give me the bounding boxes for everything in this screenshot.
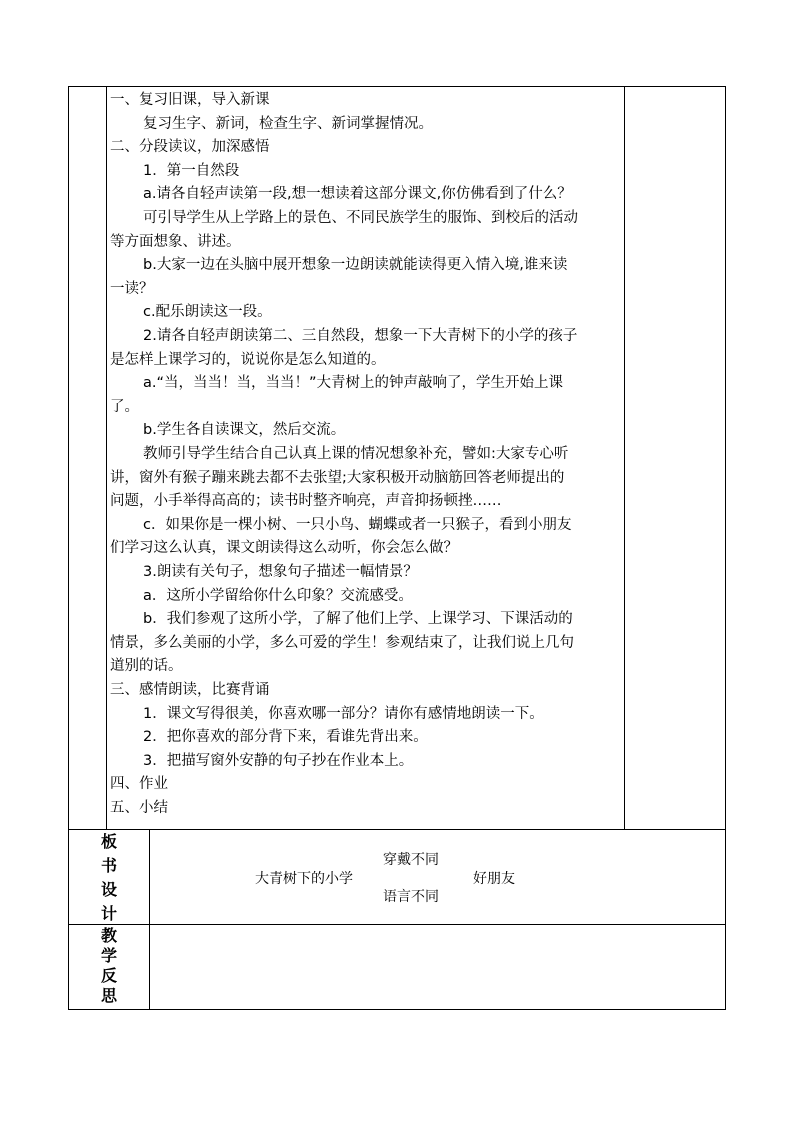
lesson-line: 一读？	[110, 280, 154, 297]
reflection-label-char: 学	[100, 946, 117, 965]
lesson-line: 了。	[110, 398, 139, 415]
lesson-line: 可引导学生从上学路上的景色、不同民族学生的服饰、到校后的活动	[143, 210, 578, 226]
lesson-line: 讲，窗外有猴子蹦来跳去都不去张望;大家积极开动脑筋回答老师提出的	[110, 469, 565, 486]
board-center-text: 大青树下的小学	[255, 871, 353, 887]
lesson-line: 四、作业	[110, 776, 168, 793]
board-design-label	[94, 830, 124, 926]
lesson-line: 复习生字、新词，检查生字、新词掌握情况。	[143, 115, 433, 132]
right-notes-cell	[624, 86, 726, 830]
board-content-cell	[149, 829, 726, 925]
teaching-reflection-label	[94, 926, 124, 1006]
lesson-line: 教师引导学生结合自己认真上课的情况想象补充，譬如:大家专心听	[143, 446, 569, 462]
lesson-line: 2．把你喜欢的部分背下来，看谁先背出来。	[143, 729, 428, 746]
reflection-content-cell	[149, 924, 726, 1010]
lesson-line: c.配乐朗读这一段。	[143, 304, 272, 321]
reflection-label-char: 教	[100, 926, 117, 945]
board-label-char: 设	[100, 880, 117, 899]
lesson-line: 2.请各自轻声朗读第二、三自然段，想象一下大青树下的小学的孩子	[143, 328, 578, 344]
lesson-line: a.请各自轻声读第一段,想一想读着这部分课文,你仿佛看到了什么？	[143, 186, 572, 203]
lesson-line: b.学生各自读课文，然后交流。	[143, 422, 346, 439]
lesson-line: c．如果你是一棵小树、一只小鸟、蝴蝶或者一只猴子，看到小朋友	[143, 516, 572, 533]
lesson-line: 问题，小手举得高高的；读书时整齐响亮，声音抑扬顿挫……	[110, 493, 502, 510]
board-right-text: 好朋友	[473, 871, 515, 887]
reflection-label-char: 思	[100, 986, 117, 1005]
board-label-char: 板	[100, 832, 117, 851]
lesson-line: 3.朗读有关句子，想象句子描述一幅情景？	[143, 564, 418, 580]
board-bottom-text: 语言不同	[383, 889, 439, 905]
lesson-line: b.大家一边在头脑中展开想象一边朗读就能读得更入情入境,谁来读	[143, 257, 568, 274]
lesson-line: 1．课文写得很美，你喜欢哪一部分？请你有感情地朗读一下。	[143, 705, 544, 722]
lesson-line: b．我们参观了这所小学，了解了他们上学、上课学习、下课活动的	[143, 611, 573, 628]
lesson-line: 等方面想象、讲述。	[110, 233, 241, 250]
board-label-char: 书	[100, 856, 117, 875]
reflection-label-char: 反	[100, 966, 117, 985]
lesson-line: 五、小结	[110, 800, 168, 816]
lesson-line: 1．第一自然段	[143, 162, 240, 179]
board-top-text: 穿戴不同	[383, 852, 439, 868]
board-label-char: 计	[100, 904, 117, 923]
lesson-line: 情景，多么美丽的小学，多么可爱的学生！参观结束了，让我们说上几句	[110, 634, 574, 651]
lesson-line: 二、分段读议，加深感悟	[110, 139, 270, 156]
left-margin-cell	[68, 86, 107, 830]
lesson-line: 3．把描写窗外安静的句子抄在作业本上。	[143, 752, 414, 769]
lesson-line: 们学习这么认真，课文朗读得这么动听，你会怎么做？	[110, 540, 458, 557]
lesson-line: 道别的话。	[110, 658, 183, 675]
lesson-line: a.“当，当当！当，当当！”大青树上的钟声敲响了，学生开始上课	[143, 375, 564, 392]
lesson-line: 一、复习旧课，导入新课	[110, 92, 270, 108]
lesson-line: a．这所小学留给你什么印象？交流感受。	[143, 587, 413, 604]
lesson-line: 是怎样上课学习的，说说你是怎么知道的。	[110, 351, 386, 368]
lesson-line: 三、感情朗读，比赛背诵	[110, 682, 270, 698]
